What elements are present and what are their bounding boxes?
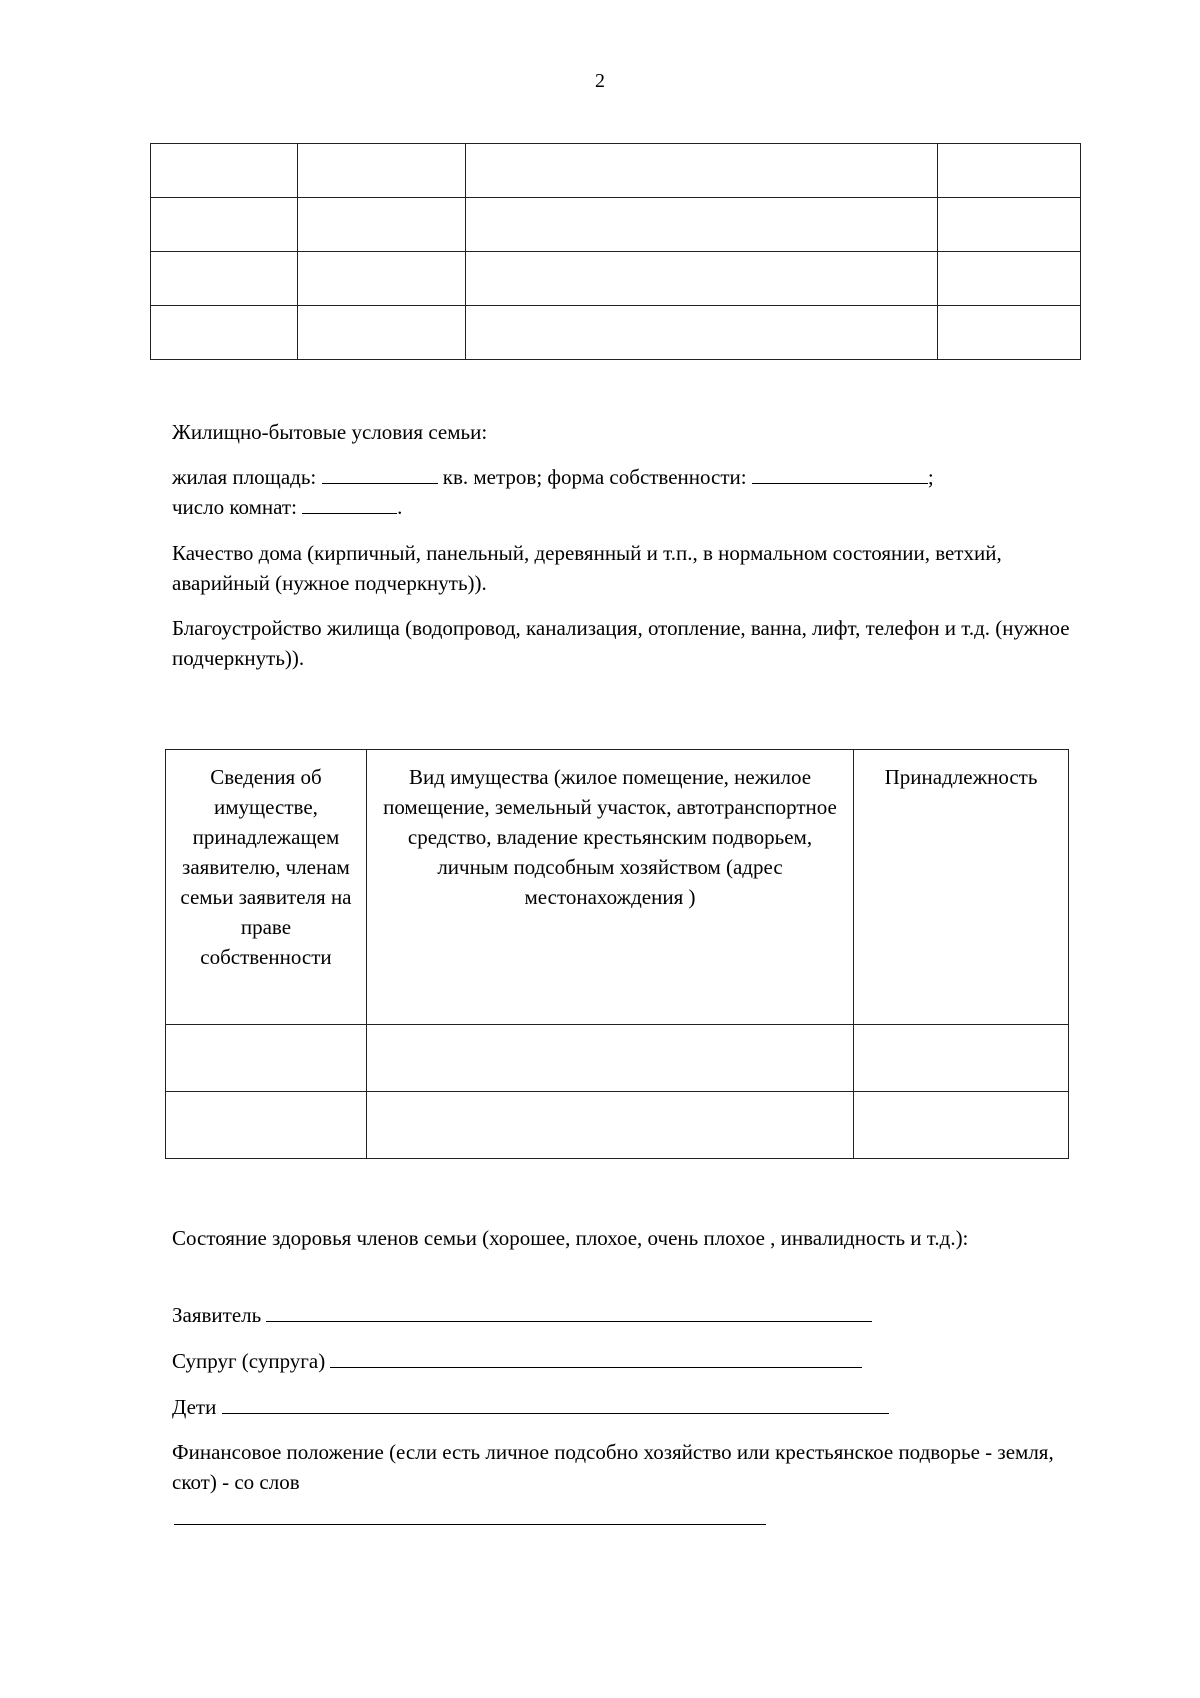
table-cell xyxy=(366,1092,853,1159)
page-number: 2 xyxy=(595,70,605,92)
table-cell xyxy=(938,306,1081,360)
ownership-end: ; xyxy=(927,465,934,489)
table-cell xyxy=(297,198,465,252)
ownership-form-field[interactable] xyxy=(752,463,928,484)
table-cell xyxy=(465,144,937,198)
amenities-text: Благоустройство жилища (водопровод, канализация, отопление, ванна, лифт, телефон и т.д. (нужное подчеркнуть)). xyxy=(172,616,1070,670)
rooms-label: число комнат: xyxy=(172,495,297,519)
living-area-field[interactable] xyxy=(322,463,438,484)
table-cell xyxy=(366,1025,853,1092)
table-cell xyxy=(938,198,1081,252)
table-cell xyxy=(151,144,298,198)
header-text: Вид имущества (жилое помещение, нежилое помещение, земельный участок, автотранспортное средство, владение крестьянским подворьем, личным подсобным хозяйством (адрес местонахождения ) xyxy=(383,765,837,909)
table-row xyxy=(151,306,1081,360)
table-cell xyxy=(938,144,1081,198)
table-cell xyxy=(465,198,937,252)
table-cell xyxy=(166,1092,367,1159)
property-header-ownership xyxy=(166,750,367,1025)
table-cell xyxy=(297,306,465,360)
applicant-health-line xyxy=(172,1299,872,1330)
applicant-label: Заявитель xyxy=(172,1303,262,1327)
health-heading: Состояние здоровья членов семьи (хорошее, плохое, очень плохое , инвалидность и т.д.): xyxy=(172,1226,969,1250)
table-cell xyxy=(151,252,298,306)
table-cell xyxy=(465,306,937,360)
table-cell xyxy=(465,252,937,306)
housing-heading: Жилищно-бытовые условия семьи: xyxy=(172,420,488,444)
property-header-type xyxy=(366,750,853,1025)
property-header-belonging xyxy=(854,750,1069,1025)
top-table xyxy=(150,143,1081,360)
applicant-health-field[interactable] xyxy=(266,1299,872,1322)
table-cell xyxy=(854,1025,1069,1092)
living-area-unit: кв. метров; форма собственности: xyxy=(442,465,747,489)
table-row xyxy=(151,252,1081,306)
spouse-label: Супруг (супруга) xyxy=(172,1349,326,1373)
children-health-line xyxy=(172,1391,889,1422)
table-header-row xyxy=(166,750,1069,1025)
spouse-health-line xyxy=(172,1345,862,1376)
housing-area-line xyxy=(172,462,1072,522)
header-text: Сведения об имуществе, принадлежащем заявителю, членам семьи заявителя на праве собственности xyxy=(180,765,352,969)
table-row xyxy=(166,1025,1069,1092)
children-health-field[interactable] xyxy=(222,1391,889,1414)
table-row xyxy=(151,198,1081,252)
finance-field[interactable] xyxy=(174,1523,766,1525)
table-cell xyxy=(297,144,465,198)
table-cell xyxy=(151,306,298,360)
table-row xyxy=(151,144,1081,198)
table-cell xyxy=(854,1092,1069,1159)
table-row xyxy=(166,1092,1069,1159)
table-cell xyxy=(166,1025,367,1092)
table-cell xyxy=(938,252,1081,306)
house-quality-text: Качество дома (кирпичный, панельный, деревянный и т.п., в нормальном состоянии, ветхий, аварийный (нужное подчеркнуть)). xyxy=(172,541,1002,595)
property-table xyxy=(165,749,1069,1159)
rooms-end: . xyxy=(397,495,403,519)
children-label: Дети xyxy=(172,1395,217,1419)
spouse-health-field[interactable] xyxy=(330,1345,862,1368)
table-cell xyxy=(151,198,298,252)
header-text: Принадлежность xyxy=(884,765,1038,789)
finance-text: Финансовое положение (если есть личное подсобно хозяйство или крестьянское подворье - земля, скот) - со слов xyxy=(172,1440,1054,1494)
table-cell xyxy=(297,252,465,306)
living-area-label: жилая площадь: xyxy=(172,465,317,489)
rooms-field[interactable] xyxy=(302,493,397,514)
